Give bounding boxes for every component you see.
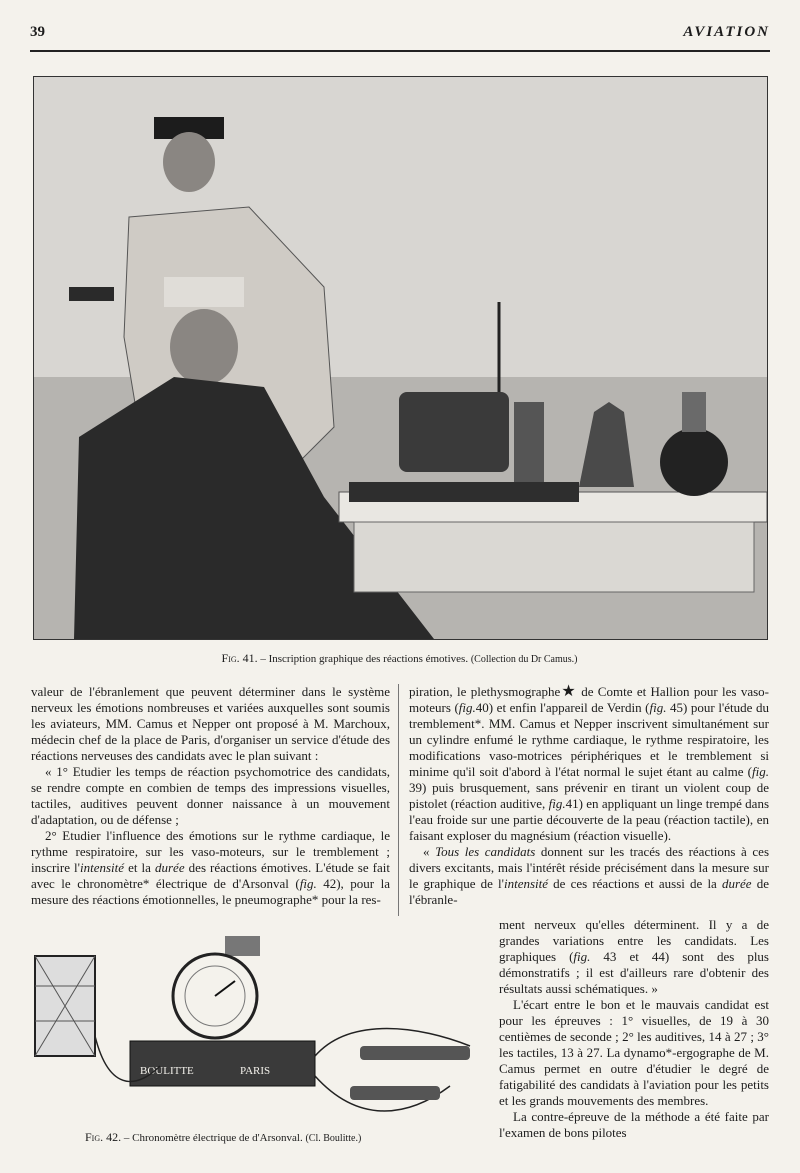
emphasis: fig. — [299, 876, 317, 891]
text-span: 41) en appliquant un linge trempé dans l'eau froide sur une partie découverte de la peau (réaction tactile), en faisant exploser du magnésium (réaction visuelle). — [409, 796, 770, 843]
star-icon: ★ — [560, 683, 577, 700]
right-paragraph-1 — [409, 684, 769, 844]
left-paragraph-2: « 1° Etudier les temps de réaction psychomotrice des candidats, se rendre compte en combien de temps des impressions visuelles, tactiles, auditives peuvent donner naissance à un mouvement d'adaptation, ou de défense ; — [31, 764, 390, 827]
text-span: 45) pour l'étude du tremblement*. MM. Camus et Nepper inscrivent simultanément sur un cylindre enfumé le rythme cardiaque, le rythme respiratoire, les modifications vaso-motrices périphériques et le tremblement si minime qu'il soit d'abord à l'état normal le sujet étant au calme ( — [409, 700, 770, 779]
narrow-paragraph-3: La contre-épreuve de la méthode a été faite par l'examen de bons pilotes — [499, 1109, 769, 1140]
emphasis: intensité — [504, 876, 549, 891]
text-span: donnent sur les tracés des réactions à ces divers excitants, mais l'intérêt réside précisément dans la mesure sur le graphique de l' — [409, 844, 769, 891]
text-span: et la — [124, 860, 155, 875]
figure-42-caption — [85, 1130, 361, 1145]
right-paragraph-2 — [409, 844, 769, 908]
figure-42-label: Fig. 42. — [85, 1130, 122, 1144]
figure-41-photo — [33, 76, 768, 640]
text-span: 43 et 44) sont des plus démonstratifs ; il est d'ailleurs rare d'obtenir des résultats aussi schématiques. » — [499, 949, 769, 996]
narrow-paragraph-2: L'écart entre le bon et le mauvais candidat est pour les épreuves : 1° visuelles, de 19 à 30 centièmes de seconde ; 2° les auditives, 14 à 27 ; 3° les tactiles, 13 à 27. La dynamo*-ergographe de M. Camus permet en outre d'étudier le degré de fatigabilité des candidats à l'aviation pour les petits et les grands mouvements des membres. — [499, 997, 769, 1108]
page-header — [30, 22, 770, 48]
text-span: ment nerveux qu'elles déterminent. Il y a de grandes variations entre les candidats. Les graphiques ( — [499, 917, 769, 964]
left-paragraph-3 — [31, 828, 390, 908]
column-divider — [398, 684, 399, 916]
text-span: 42), pour la mesure des réactions émotionnelles, le pneumographe* pour la res- — [31, 876, 390, 907]
figure-42-illustration — [30, 926, 490, 1126]
chronometer-illustration — [30, 926, 490, 1126]
device-label-paris: PARIS — [240, 1065, 271, 1077]
figure-41-label: Fig. 41. — [221, 651, 258, 665]
emphasis: durée — [155, 860, 185, 875]
text-span: de Comte et Hallion pour les vaso-moteurs ( — [409, 684, 769, 715]
text-span: 2° Etudier l'influence des émotions sur le rythme cardiaque, le rythme respiratoire, sur les vaso-moteurs, sur le tremblement ; inscrire l' — [31, 828, 390, 875]
text-span: de ces réactions et aussi de la — [548, 876, 722, 891]
text-span: des réactions émotives. L'étude se fait avec le chronomètre* électrique de d'Arsonval ( — [31, 860, 390, 891]
emphasis: intensité — [80, 860, 125, 875]
figure-41-caption-text: – Inscription graphique des réactions émotives. — [257, 653, 469, 665]
emphasis: fig. — [752, 764, 769, 779]
figure-41-credit: (Collection du Dr Camus.) — [470, 654, 578, 665]
right-column — [409, 684, 769, 908]
narrow-paragraph-1 — [499, 917, 769, 997]
running-title: AVIATION — [683, 24, 770, 40]
header-rule — [30, 50, 770, 52]
text-span: 40) et enfin l'appareil de Verdin ( — [475, 700, 650, 715]
text-span: « — [423, 844, 436, 859]
figure-41-caption — [33, 651, 766, 666]
text-span: piration, le plethysmographe — [409, 684, 561, 699]
emphasis: fig. — [649, 700, 667, 715]
emphasis: fig. — [548, 796, 566, 811]
left-column — [31, 684, 390, 908]
right-column-narrow — [499, 917, 769, 1141]
emphasis: fig. — [458, 700, 476, 715]
figure-42-caption-text: – Chronomètre électrique de d'Arsonval. — [121, 1132, 303, 1144]
emphasis: fig. — [573, 949, 591, 964]
figure-42-credit: (Cl. Boulitte.) — [305, 1133, 362, 1144]
emphasis: durée — [721, 876, 752, 891]
emphasis: Tous les candidats — [435, 844, 536, 859]
device-label-boulitte: BOULITTE — [140, 1065, 194, 1077]
text-span: 39) puis brusquement, sans prévenir en tirant un violent coup de pistolet (réaction auditive, — [409, 780, 769, 811]
page-number: 39 — [30, 24, 45, 40]
text-span: de l'ébranle- — [409, 876, 769, 907]
photo-illustration — [34, 77, 767, 639]
left-paragraph-1: valeur de l'ébranlement que peuvent déterminer dans le système nerveux les émotions nombreuses et variées auxquelles sont soumis les aviateurs, MM. Camus et Nepper ont proposé à M. Marchoux, médecin chef de la place de Paris, d'organiser un service d'étude des réactions nerveuses des candidats avec le plan suivant : — [31, 684, 390, 763]
